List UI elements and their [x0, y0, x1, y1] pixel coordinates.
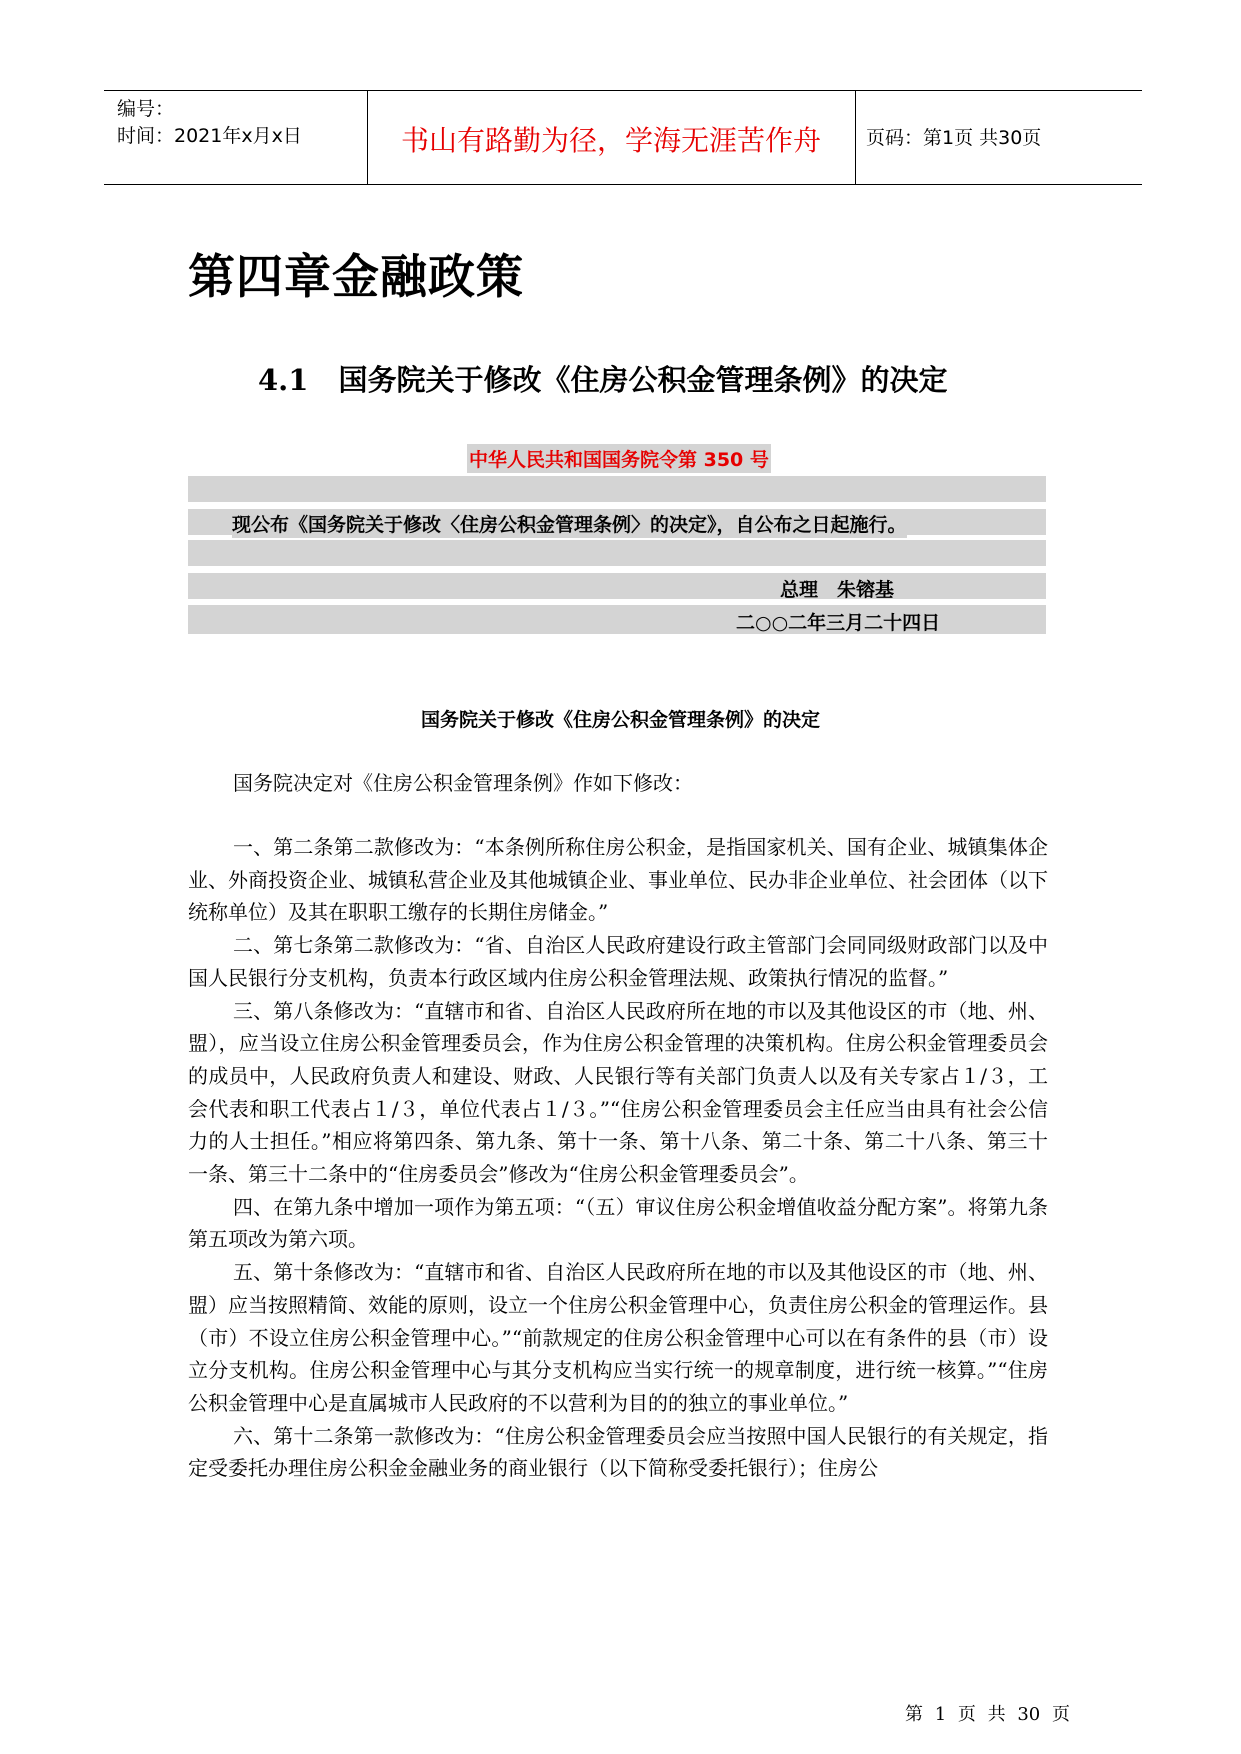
shaded-band: [188, 540, 1046, 566]
announcement: 现公布《国务院关于修改〈住房公积金管理条例〉的决定》，自公布之日起施行。: [232, 509, 907, 538]
paragraph: 四、在第九条中增加一项作为第五项：“（五）审议住房公积金增值收益分配方案”。将第九条第五项改为第六项。: [188, 1194, 1048, 1252]
order-title: 中华人民共和国国务院令第 350 号: [467, 444, 771, 473]
signature: 总理 朱镕基: [780, 579, 895, 601]
shaded-band: [188, 573, 1046, 599]
time-label: 时间：2021年x月x日: [117, 125, 302, 147]
paragraph: 二、第七条第二款修改为：“省、自治区人民政府建设行政主管部门会同同级财政部门以及中国人民银行分支机构，负责本行政区域内住房公积金管理法规、政策执行情况的监督。”: [188, 933, 1048, 990]
shaded-band: [188, 476, 1046, 502]
page-footer: 第 1 页 共 30 页: [905, 1704, 1070, 1725]
section-number: 4.1: [258, 363, 309, 397]
number-label: 编号：: [117, 98, 175, 120]
document-body: [188, 831, 1048, 1485]
page-code: 页码：第1页 共30页: [866, 127, 1042, 149]
document-header: [104, 90, 1142, 185]
decision-title: 国务院关于修改《住房公积金管理条例》的决定: [420, 709, 820, 731]
paragraph: 五、第十条修改为：“直辖市和省、自治区人民政府所在地的市以及其他设区的市（地、州、盟）应当按照精简、效能的原则，设立一个住房公积金管理中心，负责住房公积金的管理运作。县（市）不设立住房公积金管理中心。”“前款规定的住房公积金管理中心可以在有条件的县（市）设立分支机构。住房公积金管理中心与其分支机构应当实行统一的规章制度，进行统一核算。”“住房公积金管理中心是直属城市人民政府的不以营利为目的的独立的事业单位。”: [188, 1260, 1048, 1415]
issue-date: 二○○二年三月二十四日: [736, 612, 941, 634]
section-heading: [258, 358, 947, 399]
header-page-cell: [855, 91, 1142, 184]
motto: 书山有路勤为径，学海无涯苦作舟: [400, 124, 821, 157]
paragraph: 三、第八条修改为：“直辖市和省、自治区人民政府所在地的市以及其他设区的市（地、州、盟），应当设立住房公积金管理委员会，作为住房公积金管理的决策机构。住房公积金管理委员会的成员中，人民政府负责人和建设、财政、人民银行等有关部门负责人以及有关专家占１/３，工会代表和职工代表占１/３，单位代表占１/３。”“住房公积金管理委员会主任应当由具有社会公信力的人士担任。”相应将第四条、第九条、第十一条、第十八条、第二十条、第二十八条、第三十一条、第三十二条中的“住房委员会”修改为“住房公积金管理委员会”。: [188, 998, 1048, 1187]
header-info-cell: [104, 91, 368, 184]
paragraph: 六、第十二条第一款修改为：“住房公积金管理委员会应当按照中国人民银行的有关规定，指定受委托办理住房公积金金融业务的商业银行（以下简称受委托银行）；住房公: [188, 1423, 1048, 1481]
paragraph: 一、第二条第二款修改为：“本条例所称住房公积金，是指国家机关、国有企业、城镇集体企业、外商投资企业、城镇私营企业及其他城镇企业、事业单位、民办非企业单位、社会团体（以下统称单位）及其在职职工缴存的长期住房储金。”: [188, 835, 1048, 925]
chapter-title: 第四章金融政策: [188, 250, 524, 305]
header-motto-cell: [367, 91, 856, 184]
section-title: 国务院关于修改《住房公积金管理条例》的决定: [338, 363, 948, 397]
intro-paragraph: 国务院决定对《住房公积金管理条例》作如下修改：: [233, 771, 693, 795]
